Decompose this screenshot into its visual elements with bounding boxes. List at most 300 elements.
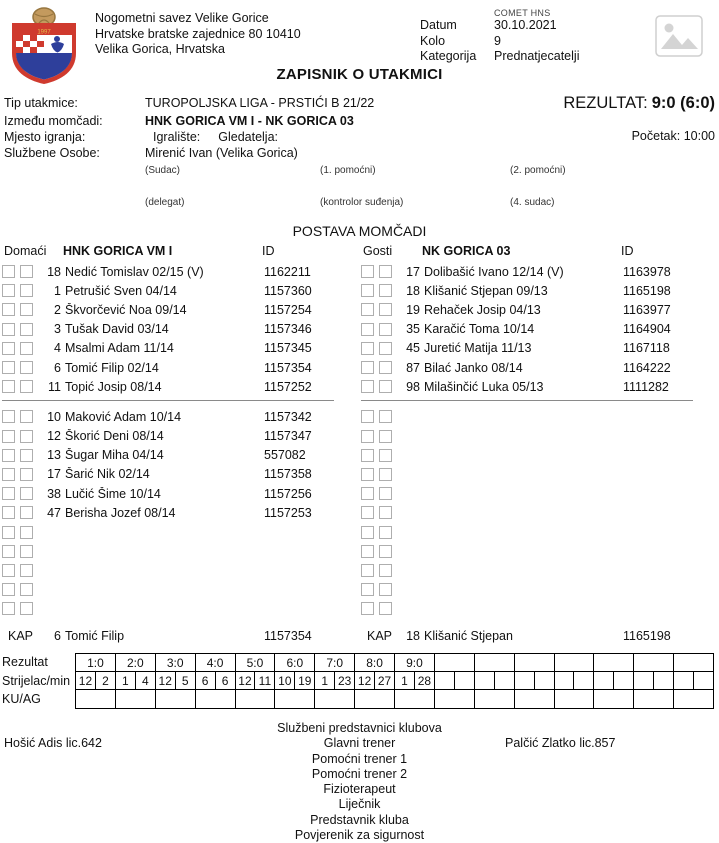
player-number: 47	[47, 505, 61, 520]
lineup-checkbox	[379, 526, 392, 539]
lineup-checkbox	[361, 564, 374, 577]
lineup-checkbox	[2, 602, 15, 615]
lineup-checkbox	[2, 545, 15, 558]
lineup-checkbox	[379, 380, 392, 393]
captain-name: Tomić Filip	[65, 628, 125, 643]
lineup-checkbox	[2, 564, 15, 577]
meta-row-datum	[420, 18, 579, 34]
logo-year-text: 1997	[37, 29, 51, 36]
organization-address	[95, 11, 301, 58]
home-coach-name: Hošić Adis lic.642	[4, 736, 102, 750]
kuag-cell	[235, 690, 275, 708]
lineup-checkbox	[361, 468, 374, 481]
scorer-cell: 10	[275, 672, 295, 690]
official-role: Povjerenik za sigurnost	[294, 828, 425, 843]
teams-row	[4, 113, 715, 129]
player-number: 2	[54, 302, 61, 317]
player-id: 1157347	[264, 429, 312, 444]
player-id: 1157254	[264, 302, 312, 317]
lineup-checkbox	[361, 487, 374, 500]
home-subs-list	[2, 407, 358, 618]
player-number: 17	[47, 467, 61, 482]
player-id: 1157345	[264, 341, 312, 356]
lineup-checkbox	[20, 284, 33, 297]
minute-cell	[654, 672, 674, 690]
player-name: Klišanić Stjepan 09/13	[424, 283, 548, 298]
player-number: 3	[54, 322, 61, 337]
empty-player-row	[361, 503, 717, 522]
empty-player-row	[361, 580, 717, 599]
kuag-cell	[594, 690, 634, 708]
lineup-checkbox	[361, 342, 374, 355]
lineup-checkbox	[361, 410, 374, 423]
empty-player-row	[361, 542, 717, 561]
scorer-cell	[594, 672, 614, 690]
match-meta-fields	[420, 8, 579, 65]
player-row	[2, 262, 358, 281]
away-subs-list	[361, 407, 717, 618]
role-4sudac-label: (4. sudac)	[510, 197, 555, 208]
kuag-cell	[514, 690, 554, 708]
empty-player-row	[361, 407, 717, 426]
player-id: 1157253	[264, 505, 312, 520]
player-name: Škvorčević Noa 09/14	[65, 302, 187, 317]
player-number: 98	[406, 379, 420, 394]
lineup-checkbox	[379, 430, 392, 443]
lineup-checkbox	[361, 380, 374, 393]
lineup-checkbox	[20, 564, 33, 577]
lineup-checkbox	[20, 602, 33, 615]
org-line: Velika Gorica, Hrvatska	[95, 42, 225, 56]
result-cell: 8:0	[355, 654, 395, 672]
player-number: 10	[47, 409, 61, 424]
lineup-checkbox	[361, 602, 374, 615]
player-row	[361, 262, 717, 281]
player-name: Tušak David 03/14	[65, 322, 169, 337]
lineup-checkbox	[361, 526, 374, 539]
lineup-checkbox	[379, 342, 392, 355]
score-row-label: KU/AG	[2, 692, 41, 706]
home-starters-list	[2, 262, 358, 396]
result-cell	[514, 654, 554, 672]
captain-number: 6	[54, 628, 61, 643]
org-line: Nogometni savez Velike Gorice	[95, 11, 269, 25]
kuag-cell	[634, 690, 674, 708]
role-sudac-label: (Sudac)	[145, 165, 181, 176]
lineup-checkbox	[361, 545, 374, 558]
home-side-label: Domaći	[4, 244, 47, 258]
scorer-cell: 1	[315, 672, 335, 690]
kickoff-time: Početak: 10:00	[631, 129, 715, 143]
lineup-checkbox	[2, 430, 15, 443]
result-cell: 6:0	[275, 654, 315, 672]
player-name: Tomić Filip 02/14	[65, 360, 159, 375]
lineup-checkbox	[2, 526, 15, 539]
player-number: 19	[406, 302, 420, 317]
player-id: 1167118	[623, 341, 670, 356]
minute-cell	[574, 672, 594, 690]
lineup-checkbox	[379, 303, 392, 316]
player-row	[2, 281, 358, 300]
empty-player-row	[361, 484, 717, 503]
player-number: 18	[406, 283, 420, 298]
lineup-checkbox	[379, 284, 392, 297]
venue-row	[4, 129, 715, 145]
result-cell: 9:0	[395, 654, 435, 672]
lineup-away	[361, 240, 717, 645]
role-pomocni2-label: (2. pomoćni)	[510, 165, 566, 176]
player-name: Šarić Nik 02/14	[65, 467, 150, 482]
lineup-checkbox	[20, 342, 33, 355]
minute-cell: 19	[295, 672, 315, 690]
away-side-label: Gosti	[363, 244, 393, 258]
player-name: Bilać Janko 08/14	[424, 360, 523, 375]
player-name: Nedić Tomislav 02/15 (V)	[65, 264, 204, 279]
scorer-cell: 1	[115, 672, 135, 690]
player-id: 1162211	[264, 264, 311, 279]
lineup-checkbox	[2, 284, 15, 297]
kuag-cell	[474, 690, 514, 708]
lineup-checkbox	[361, 449, 374, 462]
kuag-cell	[155, 690, 195, 708]
player-number: 18	[47, 264, 61, 279]
player-row	[2, 503, 358, 522]
player-name: Rehaček Josip 04/13	[424, 302, 541, 317]
player-row	[2, 484, 358, 503]
result-cell: 3:0	[155, 654, 195, 672]
lineup-divider	[361, 400, 693, 401]
lineup-checkbox	[2, 449, 15, 462]
lineup-checkbox	[361, 303, 374, 316]
home-team-name: HNK GORICA VM I	[63, 244, 173, 258]
away-coach-name: Palčić Zlatko lic.857	[505, 736, 616, 750]
scorer-cell	[474, 672, 494, 690]
captain-label: KAP	[8, 628, 34, 643]
lineup-checkbox	[20, 468, 33, 481]
away-team-header	[361, 240, 717, 262]
lineup-checkbox	[379, 265, 392, 278]
scorer-cell: 12	[235, 672, 255, 690]
scorer-cell	[514, 672, 534, 690]
player-row	[2, 465, 358, 484]
lineup-checkbox	[20, 361, 33, 374]
lineup-columns	[2, 240, 717, 645]
player-name: Lučić Šime 10/14	[65, 486, 161, 501]
player-number: 6	[54, 360, 61, 375]
result-cell	[554, 654, 594, 672]
lineup-section-title: POSTAVA MOMČADI	[292, 223, 427, 239]
lineup-checkbox	[20, 323, 33, 336]
player-number: 87	[406, 360, 420, 375]
meta-row-kategorija	[420, 49, 579, 65]
minute-cell: 28	[414, 672, 434, 690]
comet-hns-label: COMET HNS	[494, 8, 551, 18]
scorer-cell: 1	[395, 672, 415, 690]
player-number: 17	[406, 264, 420, 279]
captain-number: 18	[406, 628, 420, 643]
scorer-cell: 6	[195, 672, 215, 690]
lineup-checkbox	[2, 487, 15, 500]
minute-cell: 6	[215, 672, 235, 690]
result-value: 9:0 (6:0)	[651, 94, 715, 112]
minute-cell	[534, 672, 554, 690]
empty-player-row	[2, 580, 358, 599]
player-number: 12	[47, 429, 61, 444]
away-team-name: NK GORICA 03	[422, 244, 511, 258]
officials-label: Službene Osobe:	[4, 146, 100, 160]
score-progression-section	[2, 653, 714, 709]
lineup-checkbox	[2, 410, 15, 423]
lineup-home	[2, 240, 358, 645]
kuag-cell	[76, 690, 116, 708]
player-name: Karačić Toma 10/14	[424, 322, 535, 337]
lineup-checkbox	[2, 303, 15, 316]
lineup-checkbox	[2, 583, 15, 596]
player-id: 1157358	[264, 467, 312, 482]
lineup-checkbox	[379, 506, 392, 519]
captain-label: KAP	[367, 628, 393, 643]
match-info-section	[4, 95, 715, 217]
lineup-checkbox	[379, 564, 392, 577]
field-value: Prednatjecatelji	[494, 49, 580, 63]
official-role: Glavni trener	[323, 736, 396, 751]
player-row	[361, 281, 717, 300]
away-starters-list	[361, 262, 717, 396]
minute-cell	[614, 672, 634, 690]
scorer-cell	[434, 672, 454, 690]
lineup-checkbox	[379, 583, 392, 596]
lineup-checkbox	[2, 380, 15, 393]
lineup-checkbox	[2, 506, 15, 519]
result-cell	[634, 654, 674, 672]
player-id: 1111282	[623, 379, 669, 394]
lineup-checkbox	[361, 284, 374, 297]
player-id: 1157346	[264, 322, 312, 337]
captain-name: Klišanić Stjepan	[424, 628, 513, 643]
lineup-checkbox	[20, 506, 33, 519]
player-row	[361, 339, 717, 358]
player-row	[2, 407, 358, 426]
meta-row-kolo	[420, 34, 579, 50]
player-row	[361, 377, 717, 396]
field-value: 9	[494, 33, 501, 48]
lineup-checkbox	[361, 323, 374, 336]
player-name: Topić Josip 08/14	[65, 379, 162, 394]
player-id: 1157252	[264, 379, 312, 394]
lineup-divider	[2, 400, 334, 401]
referee-name: Mirenić Ivan (Velika Gorica)	[145, 146, 298, 160]
player-name: Milašinčić Luka 05/13	[424, 379, 544, 394]
player-id: 1157342	[264, 409, 312, 424]
lineup-checkbox	[379, 323, 392, 336]
lineup-checkbox	[20, 430, 33, 443]
lineup-checkbox	[379, 602, 392, 615]
lineup-checkbox	[379, 449, 392, 462]
minute-cell	[494, 672, 514, 690]
scorer-cell	[554, 672, 574, 690]
official-role: Fizioterapeut	[323, 782, 396, 797]
away-captain-row	[361, 626, 717, 645]
minute-cell	[694, 672, 714, 690]
kuag-cell	[674, 690, 714, 708]
officials-title: Službeni predstavnici klubova	[277, 721, 442, 735]
empty-player-row	[361, 446, 717, 465]
field-label: Kolo	[420, 33, 446, 48]
player-id: 1157256	[264, 486, 312, 501]
lineup-checkbox	[2, 265, 15, 278]
player-name: Maković Adam 10/14	[65, 409, 182, 424]
captain-id: 1165198	[623, 628, 671, 643]
score-row-labels	[2, 653, 75, 709]
player-id: 1165198	[623, 283, 671, 298]
player-row	[2, 427, 358, 446]
lineup-checkbox	[2, 342, 15, 355]
player-row	[361, 300, 717, 319]
home-team-header	[2, 240, 358, 262]
player-name: Juretić Matija 11/13	[424, 341, 532, 356]
lineup-checkbox	[20, 410, 33, 423]
official-role: Pomoćni trener 2	[311, 766, 408, 781]
player-id: 557082	[264, 448, 306, 463]
result-cell: 7:0	[315, 654, 355, 672]
lineup-checkbox	[379, 487, 392, 500]
result-cell: 5:0	[235, 654, 275, 672]
lineup-checkbox	[20, 265, 33, 278]
empty-player-row	[361, 599, 717, 618]
venue-label: Mjesto igranja:	[4, 130, 86, 144]
player-name: Dolibašić Ivano 12/14 (V)	[424, 264, 564, 279]
result-cell	[434, 654, 474, 672]
player-name: Škorić Deni 08/14	[65, 429, 164, 444]
result-cell	[474, 654, 514, 672]
page-title: ZAPISNIK O UTAKMICI	[276, 66, 443, 83]
player-name: Msalmi Adam 11/14	[65, 341, 174, 356]
lineup-checkbox	[2, 468, 15, 481]
official-role: Predstavnik kluba	[310, 812, 409, 827]
empty-player-row	[2, 522, 358, 541]
spectators-label: Gledatelja:	[218, 130, 279, 144]
lineup-checkbox	[361, 265, 374, 278]
scorer-cell	[634, 672, 654, 690]
player-row	[2, 377, 358, 396]
teams-value: HNK GORICA VM I - NK GORICA 03	[145, 114, 354, 128]
player-row	[2, 300, 358, 319]
result-cell	[674, 654, 714, 672]
minute-cell: 4	[135, 672, 155, 690]
player-number: 13	[47, 448, 61, 463]
match-type-label: Tip utakmice:	[4, 96, 78, 110]
role-kontrolor-label: (kontrolor suđenja)	[320, 197, 404, 208]
id-column-header: ID	[621, 244, 634, 258]
match-type-value: TUROPOLJSKA LIGA - PRSTIĆI B 21/22	[145, 96, 375, 110]
broken-image-placeholder-icon	[655, 15, 703, 57]
scorer-cell	[674, 672, 694, 690]
field-label: Datum	[420, 18, 457, 32]
role-pomocni1-label: (1. pomoćni)	[320, 165, 376, 176]
kuag-cell	[115, 690, 155, 708]
scorer-cell: 12	[76, 672, 96, 690]
minute-cell: 2	[95, 672, 115, 690]
club-officials-section	[0, 721, 719, 843]
scorer-cell: 12	[355, 672, 375, 690]
lineup-checkbox	[361, 583, 374, 596]
official-role: Liječnik	[338, 797, 381, 812]
empty-player-row	[361, 465, 717, 484]
official-role: Pomoćni trener 1	[311, 751, 408, 766]
player-id: 1163977	[623, 302, 671, 317]
lineup-checkbox	[20, 449, 33, 462]
lineup-checkbox	[379, 361, 392, 374]
empty-player-row	[2, 599, 358, 618]
player-row	[2, 446, 358, 465]
minute-cell: 23	[335, 672, 355, 690]
kuag-cell	[275, 690, 315, 708]
lineup-checkbox	[20, 380, 33, 393]
lineup-checkbox	[379, 468, 392, 481]
lineup-checkbox	[379, 410, 392, 423]
lineup-checkbox	[20, 526, 33, 539]
field-value: 30.10.2021	[494, 18, 557, 32]
minute-cell	[454, 672, 474, 690]
role-delegat-label: (delegat)	[145, 197, 185, 208]
kuag-cell	[554, 690, 594, 708]
empty-player-row	[361, 427, 717, 446]
player-row	[361, 358, 717, 377]
player-number: 4	[54, 341, 61, 356]
player-number: 1	[54, 283, 61, 298]
player-row	[2, 320, 358, 339]
player-id: 1157360	[264, 283, 312, 298]
minute-cell: 27	[375, 672, 395, 690]
score-progression-table	[75, 653, 714, 709]
kuag-cell	[315, 690, 355, 708]
minute-cell: 11	[255, 672, 275, 690]
id-column-header: ID	[262, 244, 275, 258]
player-number: 45	[406, 341, 420, 356]
lineup-checkbox	[2, 361, 15, 374]
lineup-checkbox	[2, 323, 15, 336]
home-captain-row	[2, 626, 358, 645]
logo-checker-pattern	[16, 35, 44, 53]
score-row-label: Strijelac/min	[2, 673, 71, 688]
result-cell: 2:0	[115, 654, 155, 672]
player-row	[2, 358, 358, 377]
scorer-cell: 12	[155, 672, 175, 690]
player-id: 1163978	[623, 264, 671, 279]
empty-player-row	[2, 542, 358, 561]
lineup-checkbox	[20, 487, 33, 500]
lineup-checkbox	[361, 361, 374, 374]
result-line	[563, 94, 715, 113]
org-line: Hrvatske bratske zajednice 80 10410	[95, 26, 301, 41]
minute-cell: 5	[175, 672, 195, 690]
kuag-cell	[395, 690, 435, 708]
player-row	[361, 320, 717, 339]
result-cell: 4:0	[195, 654, 235, 672]
player-number: 38	[47, 486, 61, 501]
result-cell	[594, 654, 634, 672]
kuag-cell	[434, 690, 474, 708]
lineup-checkbox	[361, 506, 374, 519]
field-label: Kategorija	[420, 49, 477, 63]
player-id: 1164904	[623, 322, 671, 337]
result-label: REZULTAT:	[563, 94, 648, 112]
lineup-checkbox	[379, 545, 392, 558]
player-number: 35	[406, 322, 420, 337]
player-row	[2, 339, 358, 358]
empty-player-row	[361, 522, 717, 541]
pitch-label: Igralište:	[153, 130, 201, 144]
